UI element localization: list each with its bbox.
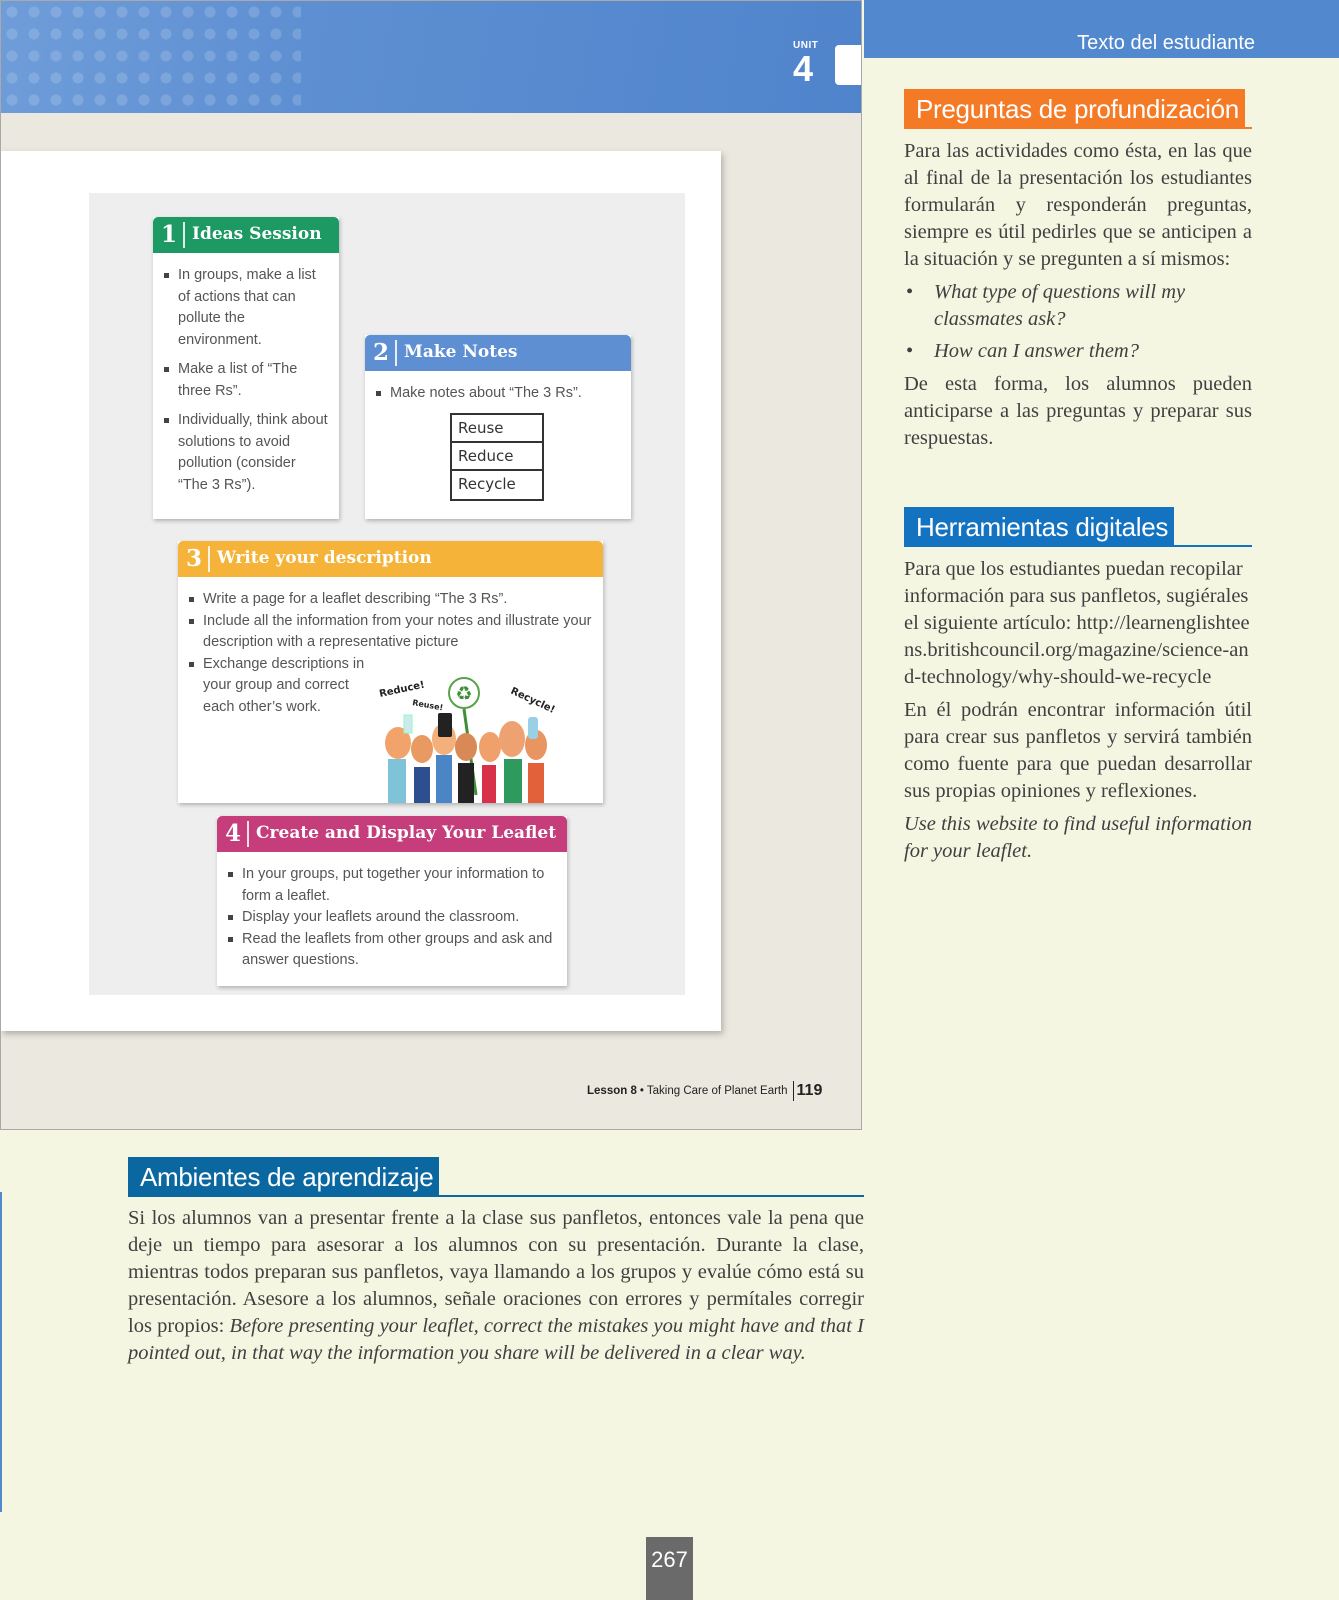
student-book-page [0, 0, 862, 1130]
step-number: 1 [161, 222, 185, 248]
header-dot-pattern [1, 1, 301, 113]
page-number: 267 [646, 1537, 693, 1600]
card-create-display-leaflet [217, 816, 567, 986]
card-title: Create and Display Your Leaflet [256, 823, 557, 844]
paragraph: De esta forma, los alumnos pueden anticiparse a las preguntas y preparar sus respuestas. [904, 373, 1252, 449]
section-title: Preguntas de profundización [904, 89, 1245, 129]
list-item: Read the leaflets from other groups and ask and answer questions. [227, 929, 557, 972]
card-list [365, 371, 631, 405]
paragraph-with-link: Para que los estudiantes puedan recopilar información para sus panfletos, sugiérales el siguiente artículo: http://learnenglishteens.britishcouncil.org/magazine/science-and-technology/why-should-we-recycle [904, 558, 1250, 688]
table-row: Reuse [452, 415, 542, 443]
card-header [178, 541, 603, 577]
section-heading-preguntas [904, 89, 1252, 129]
banner-title: Texto del estudiante [1077, 32, 1255, 54]
card-header [217, 816, 567, 852]
paragraph-italic [904, 811, 1252, 865]
paragraph: Para las actividades como ésta, en las que al final de la presentación los estudiantes formularán y responderán preguntas, siempre es útil pedirles que se anticipen a la situación y se pregunten a sí mismos: [904, 140, 1252, 270]
card-list [153, 253, 339, 496]
step-number: 4 [225, 821, 249, 847]
book-page-number: 119 [793, 1081, 823, 1101]
unit-tab [835, 45, 862, 85]
lesson-label: Lesson 8 [587, 1085, 637, 1097]
card-header [365, 335, 631, 371]
list-item: Individually, think about solutions to avoid pollution (consider “The 3 Rs”). [163, 410, 329, 496]
section-rule [904, 545, 1252, 547]
card-title: Write your description [217, 548, 432, 569]
list-item: Make notes about “The 3 Rs”. [375, 383, 621, 405]
section-title: Herramientas digitales [904, 507, 1174, 547]
unit-label: UNIT [793, 40, 819, 51]
paragraph: En él podrán encontrar información útil para crear sus panfletos y servirá también como fuente para que puedan desarrollar sus propias opiniones y reflexiones. [904, 699, 1252, 802]
question-item: • What type of questions will my classmates ask? [904, 279, 1252, 333]
illustration-word-recycle: Recycle! [508, 685, 557, 716]
card-header [153, 217, 339, 253]
paragraph-text: Si los alumnos van a presentar frente a la clase sus panfletos, entonces vale la pena que deje un tiempo para asesorar a los alumnos con su presentación. Durante la clase, mientras todos preparan sus panfletos, vaya llamando a los grupos y evalúe cómo está su presentación. Asesore a los alumnos, señale oraciones con errores y permítales corregir los propios: [128, 1207, 864, 1337]
recycle-symbol-icon [449, 678, 479, 708]
right-header-banner [864, 0, 1339, 58]
list-item: Include all the information from your notes and illustrate your description with a representative picture [188, 611, 593, 654]
left-margin-rule [0, 1192, 2, 1512]
section-heading-ambientes [128, 1157, 864, 1197]
book-header-banner [1, 1, 862, 113]
paragraph [128, 1205, 864, 1367]
question-list [904, 279, 1252, 365]
card-ideas-session [153, 217, 339, 519]
footer-separator: • [639, 1085, 644, 1097]
preguntas-body [904, 138, 1252, 458]
card-title: Ideas Session [192, 224, 322, 245]
list-item: Exchange descriptions in your group and correct each other’s work. [188, 654, 378, 719]
list-item: Write a page for a leaflet describing “The 3 Rs”. [188, 589, 593, 611]
step-number: 3 [186, 546, 210, 572]
list-item: In groups, make a list of actions that can pollute the environment. [163, 265, 329, 351]
list-item: In your groups, put together your information to form a leaflet. [227, 864, 557, 907]
illustration-word-reduce: Reduce! [378, 679, 426, 700]
lesson-topic: Taking Care of Planet Earth [646, 1085, 788, 1097]
recycling-hands-illustration [378, 677, 568, 803]
book-page-footer [587, 1081, 822, 1101]
list-item: Display your leaflets around the classroom. [227, 907, 557, 929]
list-item: Make a list of “The three Rs”. [163, 359, 329, 402]
three-rs-table [450, 413, 544, 501]
card-list [217, 852, 567, 972]
section-rule [128, 1195, 864, 1197]
herramientas-body [904, 556, 1252, 871]
illustration-word-reuse: Reuse! [411, 698, 444, 713]
card-title: Make Notes [404, 342, 518, 363]
card-write-description [178, 541, 603, 803]
card-make-notes [365, 335, 631, 519]
step-number: 2 [373, 340, 397, 366]
unit-number: 4 [793, 48, 814, 89]
svg-text:♻: ♻ [455, 683, 473, 705]
english-quote: Before presenting your leaflet, correct the mistakes you might have and that I pointed out, in that way the information you share will be delivered in a clear way. [128, 1315, 864, 1364]
table-row: Recycle [458, 475, 516, 493]
section-heading-herramientas [904, 507, 1252, 547]
question-item: • How can I answer them? [904, 338, 1252, 365]
ambientes-body [128, 1205, 864, 1373]
english-prompt: Use this website to find useful information for your leaflet. [904, 813, 1252, 862]
section-rule [904, 127, 1252, 129]
table-row: Reduce [452, 443, 542, 471]
section-title: Ambientes de aprendizaje [128, 1157, 439, 1197]
